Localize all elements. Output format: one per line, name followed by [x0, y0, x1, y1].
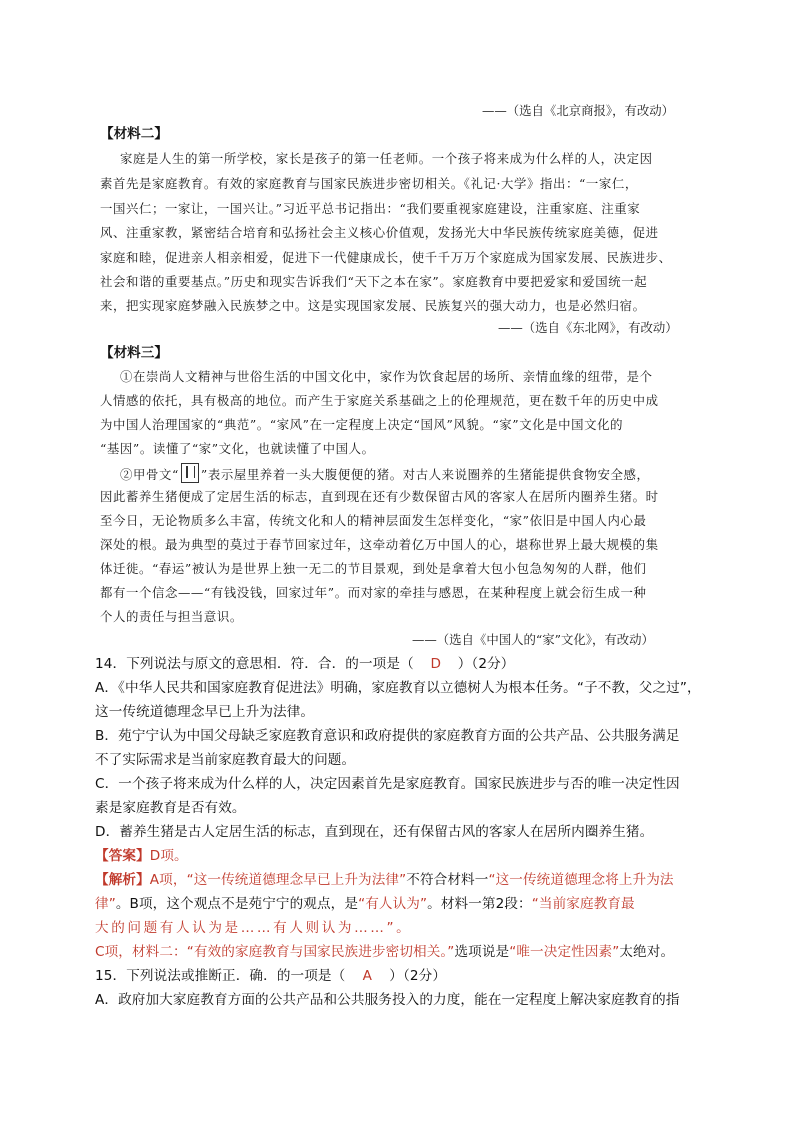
analysis-text: 太绝对。	[619, 944, 675, 960]
q15-answer-fill: A	[362, 968, 372, 984]
source-material-2: ——（选自《东北网》，有改动）	[498, 320, 678, 335]
analysis-quote: “唯一决定性因素”	[509, 944, 620, 960]
q14-stem-tail: ）（2分）	[457, 656, 515, 672]
answer-tag: 【答案】	[95, 848, 150, 864]
material-3-line: 深处的根。最为典型的莫过于春节回家过年，这牵动着亿万中国人的心，堪称世界上最大规模的集	[100, 537, 659, 552]
material-3-line: 都有一个信念——“有钱没钱，回家过年”。而对家的牵挂与感恩，在某种程度上就会衍生成一种	[100, 585, 647, 600]
material-3-heading: 【材料三】	[100, 345, 168, 361]
analysis-quote: “有效的家庭教育与国家民族进步密切相关。”	[186, 944, 455, 960]
q14-stem-text: 14．下列说法与原文的意思相．符．合．的一项是（	[95, 656, 414, 672]
material-3-line: 人情感的依托，具有极高的地位。而产生于家庭关系基础之上的伦理规范，更在数千年的历史中成	[100, 393, 659, 408]
material-2-line: 家庭和睦，促进亲人相亲相爱，促进下一代健康成长，使千千万万个家庭成为国家发展、民族进步、	[100, 250, 672, 265]
analysis-text: 。B项，这个观点不是苑宁宁的观点，是	[115, 896, 359, 912]
material-3-line: 至今日，无论物质多么丰富，传统文化和人的精神层面发生怎样变化，“家”依旧是中国人内心最	[100, 513, 647, 528]
material-3-line: 为中国人治理国家的“典范”。“家风”在一定程度上决定“国风”风貌。“家”文化是中国文化的	[100, 417, 624, 432]
para2-text-a: ②甲骨文“	[120, 467, 179, 482]
q14-option-b-cont: 不了实际需求是当前家庭教育最大的问题。	[95, 752, 356, 768]
analysis-quote: “这一传统道德理念将上升为法	[488, 872, 674, 888]
q14-analysis-line-1	[95, 870, 674, 890]
question-14-stem	[95, 654, 515, 674]
q15-stem-tail: ）（2分）	[389, 968, 447, 984]
q15-option-a: A．政府加大家庭教育方面的公共产品和公共服务投入的力度，能在一定程度上解决家庭教育的指	[95, 992, 680, 1008]
analysis-text: A项，	[149, 872, 187, 888]
source-material-3: ——（选自《中国人的“家”文化》，有改动）	[412, 632, 654, 647]
material-3-line: “基因”。读懂了“家”文化，也就读懂了中国人。	[100, 441, 375, 456]
material-3-para2-first-line	[120, 463, 650, 485]
answer-text: D项。	[149, 848, 188, 864]
analysis-text: 选项说是	[454, 944, 510, 960]
q14-option-d: D．蓄养生猪是古人定居生活的标志，直到现在，还有保留古风的客家人在居所内圈养生猪。	[95, 824, 654, 840]
analysis-quote: “有人认为”	[358, 896, 428, 912]
question-15-stem	[95, 966, 446, 986]
material-2-line: 一国兴仁；一家让，一国兴让。”习近平总书记指出：“我们要重视家庭建设，注重家庭、注重家	[100, 201, 641, 216]
analysis-text: 。材料一第2段：	[427, 896, 532, 912]
q14-answer-line	[95, 846, 188, 866]
q14-answer-fill: D	[430, 656, 442, 672]
oracle-bone-glyph-icon	[181, 463, 199, 483]
analysis-tag: 【解析】	[95, 872, 150, 888]
q14-option-c-cont: 素是家庭教育是否有效。	[95, 800, 246, 816]
material-3-line: 个人的责任与担当意识。	[100, 609, 243, 624]
source-material-1: ——（选自《北京商报》，有改动）	[482, 103, 675, 118]
q14-option-c: C．一个孩子将来成为什么样的人，决定因素首先是家庭教育。国家民族进步与否的唯一决定性因	[95, 776, 680, 792]
q14-analysis-line-4	[95, 942, 674, 962]
analysis-quote: “当前家庭教育最	[531, 896, 635, 912]
material-3-line: ①在崇尚人文精神与世俗生活的中国文化中，家作为饮食起居的场所、亲情血缘的纽带，是个	[120, 369, 653, 384]
analysis-quote: 律”	[95, 896, 116, 912]
analysis-quote: “这一传统道德理念早已上升为法律”	[186, 872, 407, 888]
q14-option-a-cont: 这一传统道德理念早已上升为法律。	[95, 704, 315, 720]
q14-option-b: B．苑宁宁认为中国父母缺乏家庭教育意识和政府提供的家庭教育方面的公共产品、公共服务满足	[95, 728, 680, 744]
q14-analysis-line-2	[95, 894, 635, 914]
material-2-line: 来，把实现家庭梦融入民族梦之中。这是实现国家发展、民族复兴的强大动力，也是必然归宿。	[100, 298, 646, 313]
material-2-line: 素首先是家庭教育。有效的家庭教育与国家民族进步密切相关。《礼记·大学》指出：“一家仁，	[100, 176, 638, 191]
material-3-line: 因此蓄养生猪便成了定居生活的标志，直到现在还有少数保留古风的客家人在居所内圈养生猪。时	[100, 489, 659, 504]
analysis-text: 不符合材料一	[406, 872, 489, 888]
material-2-line: 家庭是人生的第一所学校，家长是孩子的第一任老师。一个孩子将来成为什么样的人，决定因	[120, 151, 653, 166]
material-2-line: 风、注重家教，紧密结合培育和弘扬社会主义核心价值观，发扬光大中华民族传统家庭美德，促进	[100, 225, 659, 240]
analysis-text: C项，材料二：	[95, 944, 187, 960]
material-2-line: 社会和谐的重要基点。”历史和现实告诉我们“天下之本在家”。家庭教育中要把爱家和爱国统一起	[100, 274, 648, 289]
q14-option-a: A．《中华人民共和国家庭教育促进法》明确，家庭教育以立德树人为根本任务。“子不教，父之过”，	[95, 680, 701, 696]
q14-analysis-line-3: 大的问题有人认为是……有人则认为……”。	[95, 920, 413, 936]
para2-text-b: ”表示屋里养着一头大腹便便的猪。对古人来说圈养的生猪能提供食物安全感，	[200, 467, 650, 482]
q15-stem-text: 15．下列说法或推断正．确．的一项是（	[95, 968, 346, 984]
material-3-line: 体迁徙。“春运”被认为是世界上独一无二的节目景观，到处是拿着大包小包急匆匆的人群，他们	[100, 561, 647, 576]
material-2-heading: 【材料二】	[100, 126, 168, 142]
